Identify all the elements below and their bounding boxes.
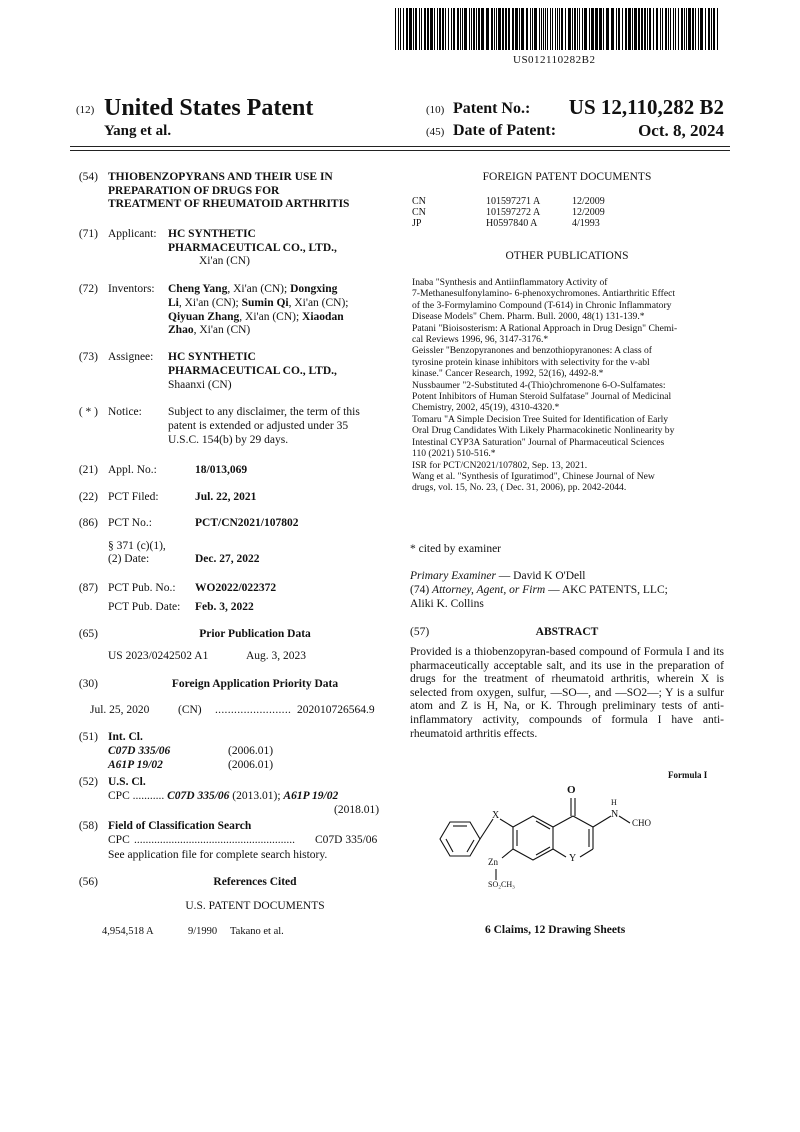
barcode-bar	[628, 8, 631, 50]
us-cl-cpc	[108, 790, 338, 804]
cpc-year: (2013.01);	[229, 790, 284, 802]
publication-line: drugs, vol. 15, No. 23, ( Dec. 31, 2006), pp. 2042-2044.	[412, 482, 627, 494]
publication-line: Potent Inhibitors of Human Steroid Sulfatase" Journal of Medicinal	[412, 391, 672, 403]
formula-structure-drawing	[430, 782, 710, 902]
barcode-bar	[460, 8, 461, 50]
barcode-bar	[534, 8, 537, 50]
formula-atom-n: N	[611, 809, 619, 820]
publication-line: Oral Drug Candidates With Likely Pharmacokinetic Nonlinearity by	[412, 425, 675, 437]
barcode-bar	[539, 8, 540, 50]
barcode-bar	[491, 8, 493, 50]
barcode-bar	[577, 8, 578, 50]
barcode-bar	[464, 8, 467, 50]
barcode-bar	[439, 8, 441, 50]
barcode-bar	[498, 8, 501, 50]
foreign-doc-country: CN	[412, 207, 426, 218]
formula-group-cho: CHO	[632, 818, 652, 828]
barcode-bar	[698, 8, 699, 50]
barcode-bar	[453, 8, 455, 50]
barcode-bar	[445, 8, 446, 50]
code-notice: ( * )	[78, 406, 98, 418]
abstract-text: Provided is a thiobenzopyran-based compound of Formula I and its pharmaceutically acceptable salt, and its use in the preparation of drugs for the treatment of rheumatoid arthritis, wherein X is selected from oxygen, sulfur, —SO—, and —SO2—; Y is a sulfur atom and Z is H, Na, or K. Through preliminary tests of anti-inflammatory activity, compounds of formula I have anti-rheumatoid arthritis effects.	[410, 646, 724, 740]
other-publications-list	[412, 277, 722, 494]
barcode-bar	[505, 8, 507, 50]
publication-line: cal Reviews 1996, 96, 3147-3176.*	[412, 334, 549, 346]
barcode-bar	[434, 8, 435, 50]
barcode-bar	[611, 8, 614, 50]
publication-line: 7-Methanesulfonylamino- 6-phenoxychromones. Antiarthritic Effect	[412, 288, 676, 300]
assignee-label: Assignee:	[108, 351, 154, 363]
publication-line: Chemistry, 2002, 45(19), 4310-4320.*	[412, 402, 560, 414]
barcode-bar	[400, 8, 401, 50]
formula-atom-x: X	[492, 810, 500, 821]
us-doc-date: 9/1990	[188, 926, 218, 937]
notice-line: Subject to any disclaimer, the term of this	[168, 406, 360, 418]
examiner-name: — David K O'Dell	[495, 570, 586, 582]
barcode-bar	[494, 8, 495, 50]
publication-line: Tomaru "A Simple Decision Tree Suited for Identification of Early	[412, 413, 669, 425]
cited-by-examiner-note: * cited by examiner	[410, 543, 502, 555]
barcode-bar	[675, 8, 676, 50]
barcode-bar	[603, 8, 604, 50]
barcode-bar	[595, 8, 598, 50]
field-cpc-label: CPC	[108, 834, 130, 846]
inventors-list	[168, 283, 390, 338]
barcode-bar	[568, 8, 571, 50]
code-21: (21)	[78, 464, 98, 476]
code-45: (45)	[426, 126, 445, 138]
date-of-patent: Oct. 8, 2024	[638, 121, 724, 140]
int-cl-year: (2006.01)	[228, 745, 274, 757]
barcode-bar	[700, 8, 703, 50]
appl-no-label: Appl. No.:	[108, 464, 157, 476]
barcode-bar	[398, 8, 399, 50]
header-rule-top	[70, 146, 730, 147]
publication-line: of the 3-Formylamino Compound (T-614) in Chronic Inflammatory	[412, 299, 672, 311]
notice-text	[168, 406, 360, 447]
claims-and-drawings: 6 Claims, 12 Drawing Sheets	[485, 924, 626, 936]
formula-atom-h: H	[611, 798, 617, 807]
barcode-bar	[526, 8, 528, 50]
publication-line: Intestinal CYP3A Saturation" Journal of Pharmaceutical Sciences	[412, 436, 665, 448]
code-71: (71)	[78, 228, 98, 240]
barcode-bar	[582, 8, 583, 50]
barcode-bar	[473, 8, 475, 50]
barcode-bar	[532, 8, 533, 50]
patent-no-label: Patent No.:	[453, 100, 531, 117]
code-58: (58)	[78, 820, 98, 832]
cpc-code: A61P 19/02	[283, 790, 339, 802]
barcode-bar	[437, 8, 438, 50]
barcode-bar	[557, 8, 558, 50]
foreign-doc-date: 12/2009	[572, 207, 605, 218]
attorney-code: (74)	[410, 584, 433, 596]
publication-line: tyrosine protein kinase inhibitors with selectivity for the v-abl	[412, 356, 650, 368]
barcode-bar	[670, 8, 671, 50]
us-patent-documents-title: U.S. PATENT DOCUMENTS	[185, 900, 325, 912]
publication-line: kinase." Cancer Research, 1992, 52(16), 4492-8.*	[412, 368, 604, 380]
barcode-bar	[688, 8, 691, 50]
pct-no-value: PCT/CN2021/107802	[195, 517, 299, 529]
barcode-bar	[644, 8, 646, 50]
barcode-bar	[678, 8, 679, 50]
barcode-bar	[406, 8, 408, 50]
field-search-title: Field of Classification Search	[108, 820, 252, 832]
barcode-bar	[421, 8, 422, 50]
invention-title	[108, 171, 349, 212]
barcode-bar	[653, 8, 654, 50]
barcode-bar	[469, 8, 470, 50]
barcode-bar	[559, 8, 560, 50]
patent-number: US 12,110,282 B2	[568, 95, 724, 119]
barcode-bar	[561, 8, 563, 50]
barcode-bar	[451, 8, 452, 50]
inventor-name: Qiyuan Zhang	[168, 310, 240, 323]
barcode-bar	[541, 8, 542, 50]
barcode-bar	[673, 8, 674, 50]
barcode-bar	[638, 8, 640, 50]
barcode-bar	[618, 8, 620, 50]
barcode-bar	[521, 8, 524, 50]
other-publications-title: OTHER PUBLICATIONS	[505, 250, 629, 262]
barcode-bar	[395, 8, 396, 50]
barcode-bar	[502, 8, 504, 50]
attorney	[410, 584, 668, 598]
references-cited-title: References Cited	[213, 876, 297, 888]
barcode-bar	[424, 8, 426, 50]
formula-atom-y: Y	[569, 853, 577, 864]
publication-line: Wang et al. "Synthesis of Iguratimod", Chinese Journal of New	[412, 470, 655, 482]
foreign-doc-number: 101597271 A	[486, 196, 541, 207]
barcode-bar	[708, 8, 710, 50]
code-87: (87)	[78, 582, 98, 594]
publication-line: ISR for PCT/CN2021/107802, Sep. 13, 2021.	[412, 459, 588, 471]
foreign-patent-documents-title: FOREIGN PATENT DOCUMENTS	[482, 171, 652, 183]
title-line: THIOBENZOPYRANS AND THEIR USE IN	[108, 171, 333, 183]
barcode-bar	[543, 8, 544, 50]
barcode-bar	[632, 8, 633, 50]
code-51: (51)	[78, 731, 98, 743]
title-line: TREATMENT OF RHEUMATOID ARTHRITIS	[108, 198, 350, 210]
s371-label: § 371 (c)(1),	[108, 540, 166, 552]
publication-line: Inaba "Synthesis and Antiinflammatory Activity of	[412, 277, 608, 288]
inventor-name: Cheng Yang	[168, 283, 228, 295]
barcode-bar	[545, 8, 546, 50]
attorney-label: Attorney, Agent, or Firm	[432, 584, 546, 596]
barcode-bar	[662, 8, 663, 50]
barcode-bar	[430, 8, 433, 50]
formula-atom-zn: Zn	[488, 857, 498, 867]
barcode-bar	[519, 8, 520, 50]
date-of-patent-label: Date of Patent:	[453, 122, 557, 139]
pct-pub-date-label: PCT Pub. Date:	[108, 601, 181, 613]
barcode-bar	[496, 8, 497, 50]
barcode-bar	[649, 8, 651, 50]
attorney-name-2: Aliki K. Collins	[410, 598, 484, 610]
inventors-label: Inventors:	[108, 283, 155, 295]
abstract-title: ABSTRACT	[535, 626, 599, 638]
barcode-bar	[705, 8, 706, 50]
foreign-doc-date: 4/1993	[572, 218, 600, 229]
code-12: (12)	[76, 104, 95, 116]
publication-number: US012110282B2	[513, 54, 596, 66]
barcode-bar	[462, 8, 463, 50]
notice-label: Notice:	[108, 406, 142, 418]
barcode-bar	[634, 8, 637, 50]
barcode-bar	[555, 8, 556, 50]
barcode	[393, 8, 723, 50]
cpc-year: (2018.01)	[334, 804, 380, 816]
barcode-bar	[515, 8, 518, 50]
barcode-bar	[512, 8, 514, 50]
barcode-bar	[616, 8, 617, 50]
attorney-name: — AKC PATENTS, LLC;	[545, 584, 668, 596]
foreign-doc-number: 101597272 A	[486, 207, 541, 218]
document-title: United States Patent	[104, 95, 314, 121]
barcode-image	[393, 8, 723, 50]
barcode-bar	[656, 8, 658, 50]
code-30: (30)	[78, 678, 98, 690]
barcode-bar	[565, 8, 566, 50]
barcode-bar	[681, 8, 683, 50]
barcode-bar	[589, 8, 590, 50]
barcode-bar	[692, 8, 694, 50]
barcode-bar	[481, 8, 484, 50]
field-cpc-value: C07D 335/06	[315, 834, 378, 846]
assignee-line: PHARMACEUTICAL CO., LTD.,	[168, 364, 337, 377]
barcode-bar	[579, 8, 580, 50]
barcode-bar	[552, 8, 553, 50]
barcode-bar	[625, 8, 627, 50]
barcode-bar	[508, 8, 510, 50]
code-57: (57)	[410, 626, 430, 638]
barcode-bar	[647, 8, 648, 50]
barcode-bar	[711, 8, 712, 50]
inventor-name: Xiaodan	[302, 310, 344, 323]
publication-line: Patani "Bioisosterism: A Rational Approach in Drug Design" Chemi-	[412, 322, 678, 334]
int-cl-year: (2006.01)	[228, 759, 274, 771]
barcode-bar	[409, 8, 412, 50]
code-10: (10)	[426, 104, 445, 116]
pct-no-label: PCT No.:	[108, 517, 152, 529]
s371-date-label: (2) Date:	[108, 553, 150, 565]
code-22: (22)	[78, 491, 98, 503]
code-65: (65)	[78, 628, 98, 640]
barcode-bar	[574, 8, 576, 50]
inventor-location: , Xi'an (CN);	[239, 310, 303, 323]
code-54: (54)	[78, 171, 98, 183]
authors: Yang et al.	[104, 123, 172, 139]
inventor-name: Dongxing	[290, 283, 338, 295]
code-73: (73)	[78, 351, 98, 363]
us-doc-name: Takano et al.	[230, 926, 284, 937]
appl-no-value: 18/013,069	[195, 464, 248, 476]
barcode-bar	[550, 8, 551, 50]
examiner-label: Primary Examiner	[410, 570, 496, 582]
assignee-location: Shaanxi (CN)	[168, 379, 232, 391]
barcode-bar	[641, 8, 643, 50]
header-rule-bottom	[70, 150, 730, 151]
field-cpc-dots: ........................................................	[134, 834, 295, 846]
assignee-line: HC SYNTHETIC	[168, 351, 256, 363]
barcode-bar	[668, 8, 669, 50]
barcode-bar	[419, 8, 420, 50]
barcode-bar	[427, 8, 429, 50]
barcode-bar	[530, 8, 531, 50]
code-86: (86)	[78, 517, 98, 529]
barcode-bar	[622, 8, 623, 50]
applicant-line: HC SYNTHETIC	[168, 228, 256, 240]
cpc-code: C07D 335/06	[167, 790, 230, 802]
barcode-bar	[665, 8, 667, 50]
foreign-priority-number: 202010726564.9	[297, 704, 375, 716]
foreign-priority-date: Jul. 25, 2020	[90, 704, 150, 716]
applicant-name	[168, 228, 337, 255]
inventor-location: , Xi'an (CN);	[288, 296, 349, 309]
pct-pub-date-value: Feb. 3, 2022	[195, 601, 254, 613]
pct-filed-value: Jul. 22, 2021	[195, 491, 257, 503]
inventor-location: , Xi'an (CN);	[227, 283, 291, 295]
assignee-name	[168, 351, 337, 378]
primary-examiner	[410, 570, 586, 584]
barcode-bar	[713, 8, 715, 50]
s371-date-value: Dec. 27, 2022	[195, 553, 260, 565]
barcode-bar	[684, 8, 685, 50]
barcode-bar	[584, 8, 587, 50]
barcode-bar	[599, 8, 602, 50]
prior-publication-number: US 2023/0242502 A1	[108, 650, 209, 662]
barcode-bar	[471, 8, 472, 50]
pct-pub-no-label: PCT Pub. No.:	[108, 582, 176, 594]
barcode-bar	[415, 8, 417, 50]
prior-publication-date: Aug. 3, 2023	[246, 650, 307, 662]
pct-pub-no-value: WO2022/022372	[195, 582, 277, 594]
cpc-dots: ...........	[132, 790, 165, 802]
applicant-label: Applicant:	[108, 228, 157, 240]
foreign-priority-dots: ........................	[215, 704, 292, 716]
foreign-priority-country: (CN)	[178, 704, 202, 716]
barcode-bar	[478, 8, 480, 50]
inventor-name: Zhao	[168, 324, 194, 337]
barcode-bar	[457, 8, 459, 50]
foreign-doc-country: CN	[412, 196, 426, 207]
inventor-location: , Xi'an (CN);	[178, 296, 242, 309]
barcode-bar	[476, 8, 477, 50]
code-72: (72)	[78, 283, 98, 295]
applicant-line: PHARMACEUTICAL CO., LTD.,	[168, 241, 337, 254]
foreign-doc-number: H0597840 A	[486, 218, 538, 229]
formula-atom-o: O	[567, 784, 576, 796]
int-cl-title: Int. Cl.	[108, 731, 143, 743]
barcode-bar	[660, 8, 661, 50]
inventor-location: , Xi'an (CN)	[193, 324, 251, 337]
foreign-doc-date: 12/2009	[572, 196, 605, 207]
barcode-bar	[413, 8, 414, 50]
foreign-doc-country: JP	[412, 218, 422, 229]
us-doc-number: 4,954,518 A	[102, 926, 154, 937]
int-cl-code: C07D 335/06	[108, 745, 171, 757]
barcode-bar	[686, 8, 687, 50]
formula-label: Formula I	[668, 770, 708, 780]
barcode-bar	[572, 8, 573, 50]
barcode-bar	[606, 8, 609, 50]
applicant-location: Xi'an (CN)	[199, 255, 250, 267]
barcode-bar	[695, 8, 696, 50]
publication-line: Geissler "Benzopyranones and benzothiopyranones: A class of	[412, 345, 652, 357]
code-56: (56)	[78, 876, 98, 888]
barcode-bar	[717, 8, 718, 50]
code-52: (52)	[78, 776, 98, 788]
field-search-note: See application file for complete search history.	[108, 849, 328, 861]
chemical-structure	[430, 782, 710, 902]
barcode-bar	[448, 8, 449, 50]
foreign-priority-title: Foreign Application Priority Data	[171, 678, 339, 690]
formula-group-so2ch3: SO₂CH₃	[488, 880, 515, 889]
barcode-bar	[547, 8, 548, 50]
notice-line: patent is extended or adjusted under 35	[168, 419, 349, 432]
publication-line: Nussbaumer "2-Substituted 4-(Thio)chromenone 6-O-Sulfamates:	[412, 379, 666, 391]
us-cl-title: U.S. Cl.	[108, 776, 146, 788]
barcode-bar	[486, 8, 489, 50]
notice-line: U.S.C. 154(b) by 29 days.	[168, 433, 289, 446]
inventor-name: Sumin Qi	[241, 296, 289, 309]
int-cl-code: A61P 19/02	[108, 759, 163, 771]
prior-publication-title: Prior Publication Data	[199, 628, 311, 640]
barcode-bar	[591, 8, 594, 50]
pct-filed-label: PCT Filed:	[108, 491, 159, 503]
publication-line: 110 (2021) 510-516.*	[412, 448, 496, 460]
barcode-bar	[403, 8, 404, 50]
inventor-name: Li	[168, 296, 179, 309]
barcode-bar	[442, 8, 444, 50]
publication-line: Disease Models" Chem. Pharm. Bull. 2000, 48(1) 131-139.*	[412, 311, 645, 323]
title-line: PREPARATION OF DRUGS FOR	[108, 184, 280, 197]
cpc-label: CPC	[108, 790, 130, 802]
